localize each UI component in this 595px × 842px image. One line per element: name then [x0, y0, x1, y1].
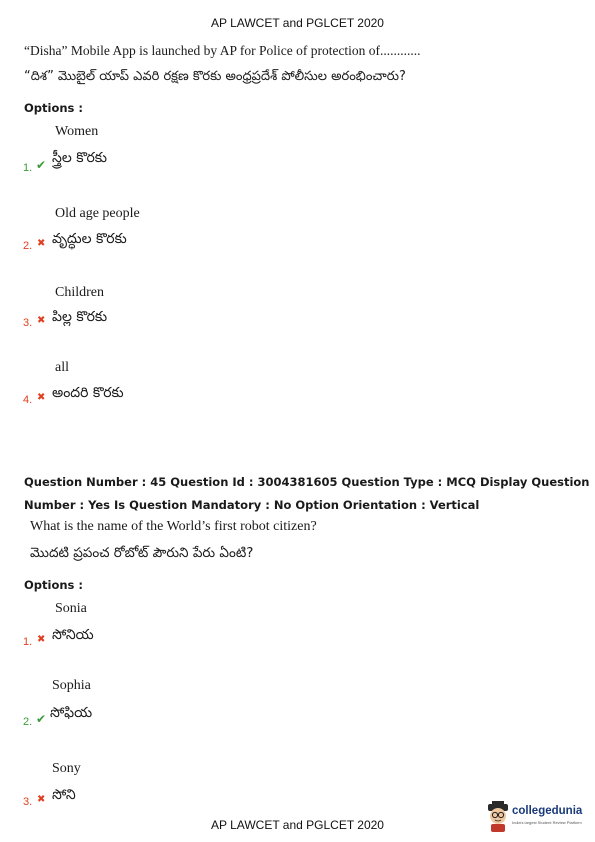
option-number: 4. — [23, 394, 33, 406]
question-meta-line-2: Number : Yes Is Question Mandatory : No Option Orientation : Vertical — [24, 498, 480, 512]
logo-tagline: India's largest Student Review Platform — [512, 820, 582, 825]
options-label: Options : — [24, 578, 83, 592]
question-text-telugu: “దిశ” మొబైల్ యాప్ ఎవరి రక్షణ కొరకు అంధ్రప్రదేశ్ పోలీసుల అరంభించారు? — [24, 69, 406, 84]
option-text-english: Women — [55, 124, 99, 139]
option-text-telugu: అందరి కొరకు — [52, 385, 124, 401]
option-number: 1. — [23, 636, 33, 648]
option-text-english: Sony — [52, 761, 81, 776]
wrong-cross-icon: ✖ — [37, 315, 46, 326]
correct-check-icon: ✔ — [36, 158, 47, 172]
option-text-telugu: సోనియ — [52, 627, 94, 643]
page-footer: AP LAWCET and PGLCET 2020 — [211, 818, 384, 832]
wrong-cross-icon: ✖ — [37, 634, 46, 645]
wrong-cross-icon: ✖ — [37, 794, 46, 805]
option-text-english: Sophia — [52, 678, 91, 693]
question-text-english: “Disha” Mobile App is launched by AP for Police of protection of............ — [24, 43, 421, 58]
option-text-telugu: వృద్ధుల కొరకు — [52, 231, 127, 247]
option-number: 3. — [23, 317, 33, 329]
wrong-cross-icon: ✖ — [37, 392, 46, 403]
wrong-cross-icon: ✖ — [37, 238, 46, 249]
option-text-english: Old age people — [55, 206, 140, 221]
option-text-english: Children — [55, 285, 104, 300]
option-text-english: Sonia — [55, 601, 87, 616]
option-text-telugu: సోని — [52, 787, 76, 803]
option-text-telugu: పిల్ల కొరకు — [52, 309, 108, 325]
option-number: 2. — [23, 240, 33, 252]
question-text-english: What is the name of the World’s first robot citizen? — [30, 519, 317, 534]
option-number: 2. — [23, 716, 33, 728]
option-number: 1. — [23, 162, 33, 174]
question-meta-line-1: Question Number : 45 Question Id : 3004381605 Question Type : MCQ Display Question — [24, 475, 590, 489]
question-text-telugu: మొదటి ప్రపంచ రోబోట్ పౌరుని పేరు ఏంటి? — [30, 545, 254, 561]
options-label: Options : — [24, 101, 83, 115]
correct-check-icon: ✔ — [36, 712, 47, 726]
option-text-telugu: సోఫియ — [50, 705, 93, 721]
logo-wordmark: collegedunia — [512, 805, 583, 817]
page-header: AP LAWCET and PGLCET 2020 — [211, 16, 384, 30]
option-text-english: all — [55, 360, 69, 375]
option-number: 3. — [23, 796, 33, 808]
option-text-telugu: స్త్రీల కొరకు — [52, 150, 107, 166]
